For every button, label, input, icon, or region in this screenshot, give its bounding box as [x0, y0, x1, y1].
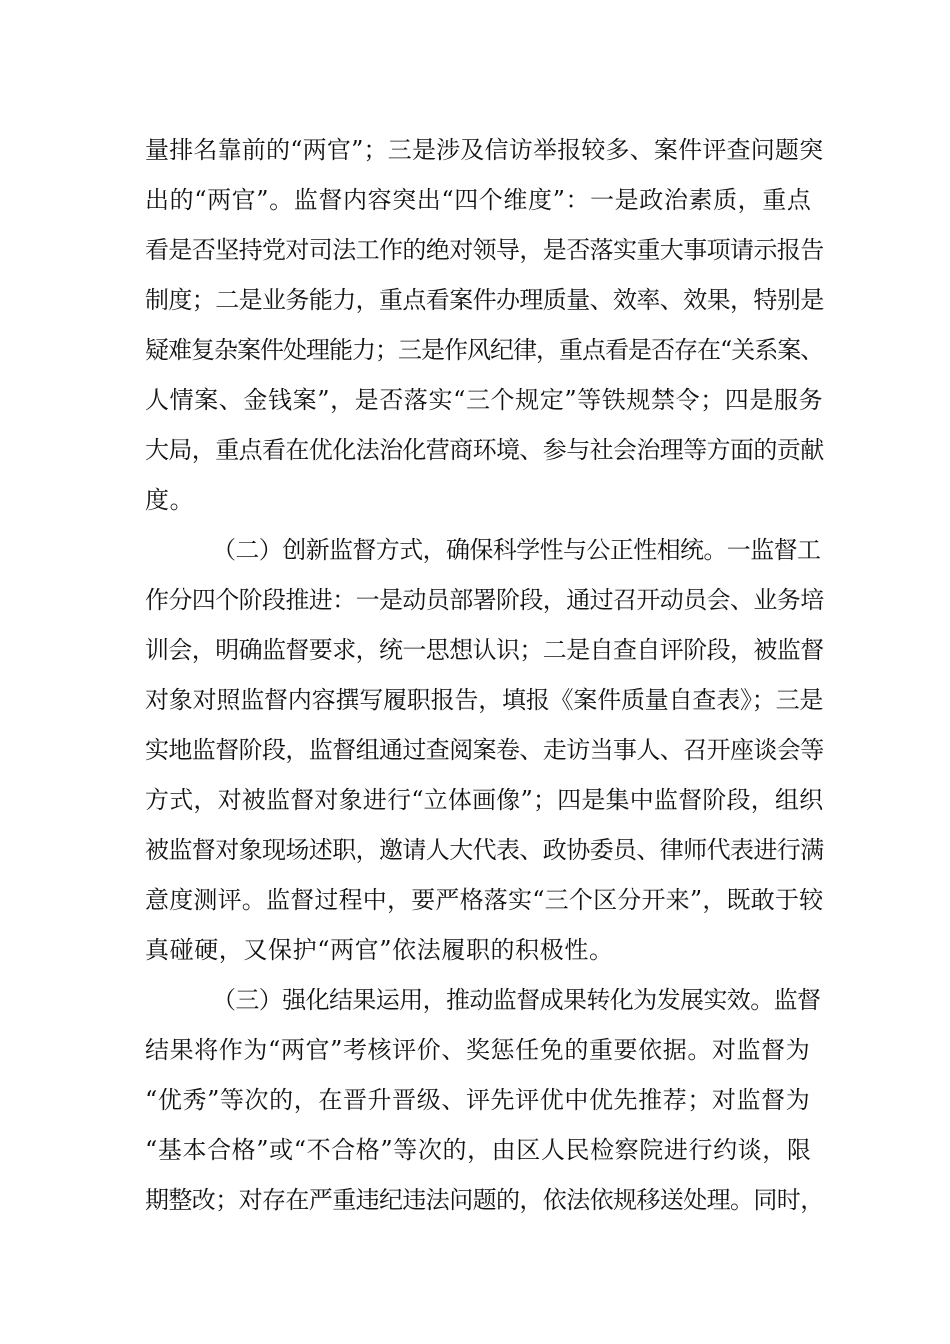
- text-line: “基本合格”或“不合格”等次的，由区人民检察院进行约谈，限: [145, 1136, 812, 1164]
- text-line: 结果将作为“两官”考核评价、奖惩任免的重要依据。对监督为: [145, 1036, 811, 1064]
- text-line: 量排名靠前的“两官”；三是涉及信访举报较多、案件评查问题突: [145, 136, 824, 164]
- text-line: 意度测评。监督过程中，要严格落实“三个区分开来”，既敢于较: [145, 886, 824, 914]
- text-line: 方式，对被监督对象进行“立体画像”；四是集中监督阶段，组织: [145, 786, 824, 814]
- text-line: 对象对照监督内容撰写履职报告，填报《案件质量自查表》；三是: [145, 686, 824, 714]
- text-line: 被监督对象现场述职，邀请人大代表、政协委员、律师代表进行满: [145, 836, 824, 864]
- text-line: 制度；二是业务能力，重点看案件办理质量、效率、效果，特别是: [145, 286, 824, 314]
- text-line: 大局，重点看在优化法治化营商环境、参与社会治理等方面的贡献: [145, 436, 824, 464]
- text-line: 疑难复杂案件处理能力；三是作风纪律，重点看是否存在“关系案、: [145, 336, 824, 364]
- text-line: “优秀”等次的，在晋升晋级、评先评优中优先推荐；对监督为: [145, 1086, 811, 1114]
- text-line: 看是否坚持党对司法工作的绝对领导，是否落实重大事项请示报告: [145, 236, 824, 264]
- text-line: 期整改；对存在严重违纪违法问题的，依法依规移送处理。同时，: [145, 1186, 824, 1214]
- text-line: 真碰硬，又保护“两官”依法履职的积极性。: [145, 936, 614, 964]
- paragraph-heading-2: （二）创新监督方式，确保科学性与公正性相统。一监督工: [212, 536, 821, 564]
- text-line: 实地监督阶段，监督组通过查阅案卷、走访当事人、召开座谈会等: [145, 736, 824, 764]
- text-line: 作分四个阶段推进：一是动员部署阶段，通过召开动员会、业务培: [145, 586, 824, 614]
- text-line: 出的“两官”。监督内容突出“四个维度”：一是政治素质，重点: [145, 186, 812, 214]
- paragraph-heading-3: （三）强化结果运用，推动监督成果转化为发展实效。监督: [212, 986, 821, 1014]
- text-line: 度。: [145, 486, 195, 514]
- text-line: 训会，明确监督要求，统一思想认识；二是自查自评阶段，被监督: [145, 636, 824, 664]
- text-line: 人情案、金钱案”，是否落实“三个规定”等铁规禁令；四是服务: [145, 386, 824, 414]
